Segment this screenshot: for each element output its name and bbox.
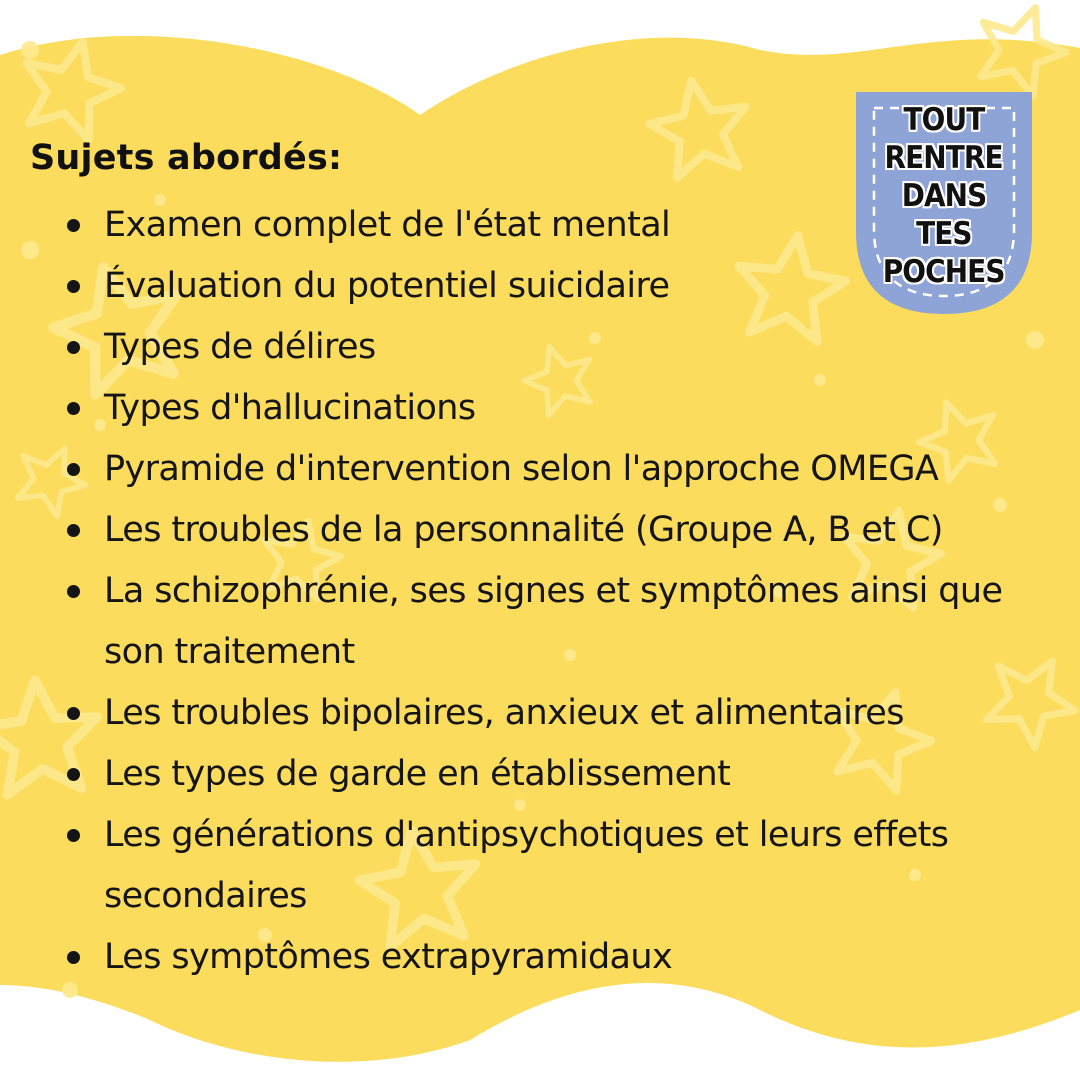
list-item [0, 683, 1060, 744]
list-item-text: Les générations d'antipsychotiques et leurs effets secondaires [104, 815, 949, 916]
bullet-icon [67, 402, 80, 415]
bullet-icon [67, 341, 80, 354]
logo-line: TOUT [903, 102, 985, 138]
list-item-text: Les symptômes extrapyramidaux [104, 937, 673, 977]
logo-line: RENTRE [884, 140, 1004, 176]
bullet-icon [67, 707, 80, 720]
bullet-icon [67, 524, 80, 537]
bullet-icon [67, 951, 80, 964]
bullet-icon [67, 829, 80, 842]
bullet-icon [67, 219, 80, 232]
logo-line: DANS [901, 178, 987, 214]
list-item-text: Les types de garde en établissement [104, 754, 731, 794]
bullet-icon [67, 585, 80, 598]
bullet-icon [67, 768, 80, 781]
list-item-text: Types de délires [104, 327, 376, 367]
list-item [0, 378, 1060, 439]
list-item [0, 439, 1060, 500]
list-item-text: Les troubles de la personnalité (Groupe A, B et C) [104, 510, 943, 550]
dot-decoration [21, 41, 39, 59]
list-item-text: Évaluation du potentiel suicidaire [104, 266, 670, 306]
list-item [0, 317, 1060, 378]
list-item-text: Examen complet de l'état mental [104, 205, 671, 245]
logo-line: TES [916, 216, 972, 252]
bullet-icon [67, 280, 80, 293]
logo-line: POCHES [883, 254, 1005, 290]
list-item-text: Types d'hallucinations [104, 388, 476, 428]
list-item [0, 744, 1060, 805]
bullet-icon [67, 463, 80, 476]
list-item [0, 561, 1010, 683]
logo-text [856, 92, 1032, 300]
list-item-text: Les troubles bipolaires, anxieux et alimentaires [104, 693, 904, 733]
logo [856, 92, 1032, 314]
list-item-text: Pyramide d'intervention selon l'approche OMEGA [104, 449, 939, 489]
list-item [0, 805, 1010, 927]
list-item [0, 500, 1060, 561]
list-item [0, 927, 1060, 988]
page-title: Sujets abordés: [30, 138, 343, 178]
list-item-text: La schizophrénie, ses signes et symptômes ainsi que son traitement [104, 571, 1003, 672]
